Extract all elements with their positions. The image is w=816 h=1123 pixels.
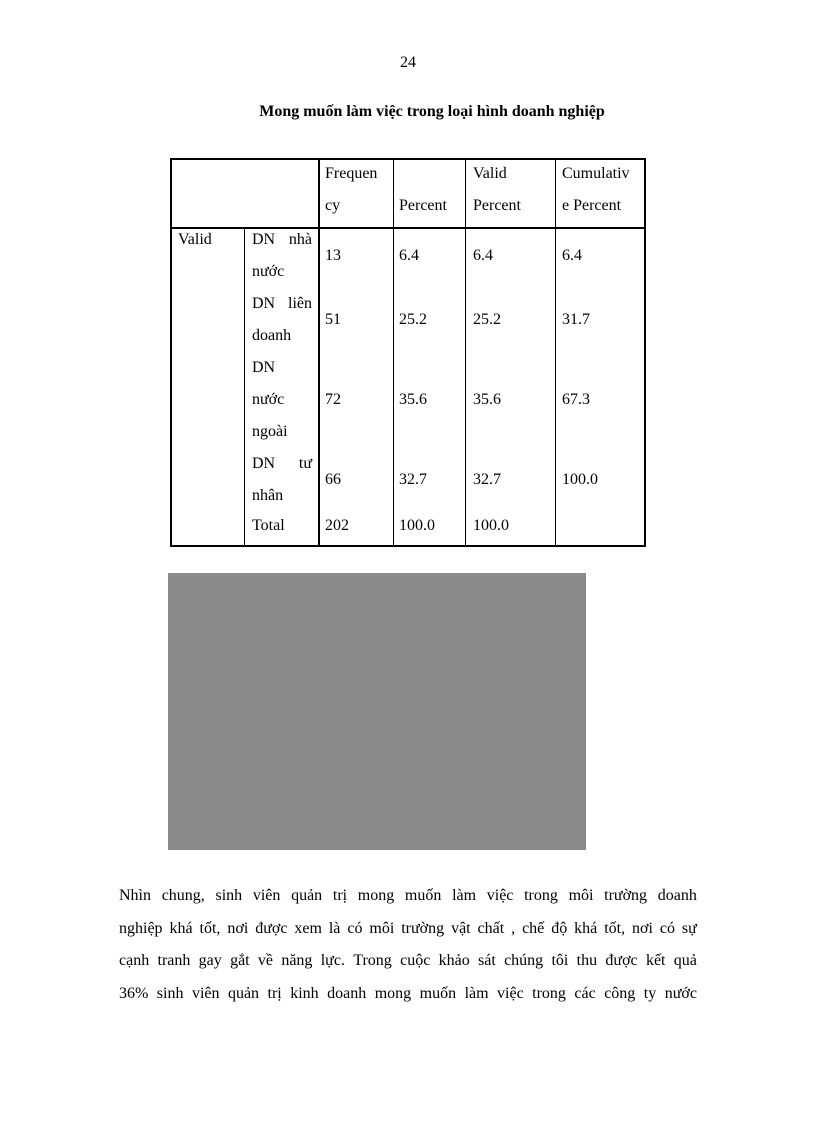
body-word: vật (451, 919, 471, 937)
frequency-table (170, 158, 646, 547)
body-word: gay (198, 952, 222, 969)
header-cumulative-line1: Cumulativ (562, 165, 630, 182)
row-label-line2: nước (252, 391, 285, 408)
body-word: làm (464, 984, 489, 1002)
body-word: môi (568, 887, 594, 904)
body-word: tranh (157, 952, 191, 969)
body-word: được (605, 952, 638, 969)
body-word: việc (497, 984, 524, 1002)
row-frequency: 13 (325, 247, 341, 264)
header-cumulative-line2: e Percent (562, 197, 622, 214)
body-word: chế (522, 919, 545, 937)
body-word: sinh (215, 887, 243, 904)
row-label (252, 224, 312, 256)
body-paragraph (119, 880, 697, 1010)
body-word: làm (452, 887, 477, 904)
row-frequency: 202 (325, 517, 349, 534)
body-word: mong (374, 984, 412, 1002)
body-word: doanh (327, 984, 367, 1002)
header-frequency-line2: cy (325, 197, 341, 214)
header-valid-percent-line1: Valid (473, 165, 507, 182)
body-word: độ (551, 919, 568, 937)
body-word: Nhìn (119, 887, 151, 904)
body-word: năng (281, 952, 313, 969)
row-label-word: tư (298, 455, 312, 472)
body-word: trong (532, 984, 566, 1002)
body-word: kết (645, 952, 666, 969)
body-word: trường (401, 919, 445, 937)
body-word: về (257, 952, 274, 969)
row-valid-percent: 35.6 (473, 391, 501, 408)
row-cumulative-percent: 67.3 (562, 391, 590, 408)
body-word: khá (169, 919, 193, 937)
row-label-line2: nhân (252, 487, 284, 504)
body-word: khá (574, 919, 598, 937)
body-word: viên (252, 887, 281, 904)
body-word: chất (477, 919, 505, 937)
row-label-line2: nước (252, 263, 285, 280)
body-word: các (574, 984, 596, 1002)
body-line (119, 945, 697, 978)
column-divider-valid (555, 160, 556, 545)
row-label-line2: doanh (252, 327, 292, 344)
row-percent: 32.7 (399, 471, 427, 488)
column-divider-frequency (393, 160, 394, 545)
body-word: tôi (551, 952, 569, 969)
body-word: 36% (119, 984, 149, 1002)
body-word: trị (332, 887, 348, 904)
row-percent: 35.6 (399, 391, 427, 408)
body-word: trường (604, 887, 648, 904)
body-word: sự (681, 919, 697, 937)
header-frequency-line1: Frequen (325, 165, 378, 182)
row-label (252, 288, 312, 320)
body-word: chung, (161, 887, 205, 904)
row-label-word: liên (288, 295, 312, 312)
body-word: kinh (290, 984, 319, 1002)
body-word: việc (486, 887, 514, 904)
row-valid-percent: 25.2 (473, 311, 501, 328)
body-word: cạnh (119, 952, 150, 969)
body-word: sinh (156, 984, 184, 1002)
body-word: quản (291, 887, 323, 904)
body-word: tốt, (199, 919, 221, 937)
body-word: khảo (438, 952, 470, 969)
body-word: nơi (632, 919, 653, 937)
page-number: 24 (400, 54, 416, 71)
column-divider-group (244, 227, 245, 545)
column-divider-label (318, 160, 320, 545)
body-word: sát (478, 952, 496, 969)
body-word: chúng (504, 952, 544, 969)
body-line (119, 913, 697, 946)
row-label-word: nhà (288, 231, 312, 248)
body-word: trị (267, 984, 282, 1002)
body-line (119, 880, 697, 913)
row-label-line3: ngoài (252, 423, 288, 440)
body-word: nơi (227, 919, 249, 937)
row-label-total: Total (252, 517, 285, 534)
row-label (252, 448, 312, 480)
body-line (119, 978, 697, 1011)
row-valid-percent: 6.4 (473, 247, 493, 264)
body-word: thu (576, 952, 598, 969)
row-frequency: 66 (325, 471, 341, 488)
row-percent: 25.2 (399, 311, 427, 328)
chart-image-placeholder (168, 573, 586, 850)
row-valid-percent: 100.0 (473, 517, 509, 534)
row-percent: 6.4 (399, 247, 419, 264)
body-word: gắt (230, 952, 250, 969)
body-word: cuộc (400, 952, 431, 969)
row-cumulative-percent: 6.4 (562, 247, 582, 264)
row-valid-percent: 32.7 (473, 471, 501, 488)
row-cumulative-percent: 100.0 (562, 471, 598, 488)
body-word: có (347, 919, 363, 937)
body-word: , (511, 919, 516, 937)
table-title: Mong muốn làm việc trong loại hình doanh nghiệp (259, 103, 605, 120)
body-word: được (255, 919, 288, 937)
body-word: doanh (657, 887, 697, 904)
column-divider-percent (465, 160, 466, 545)
body-word: viên (191, 984, 220, 1002)
row-frequency: 72 (325, 391, 341, 408)
body-word: mong (357, 887, 395, 904)
row-label-word: DN (252, 231, 276, 248)
body-word: quả (673, 952, 697, 969)
body-word: ty (643, 984, 657, 1002)
body-word: môi (369, 919, 395, 937)
row-label-word: DN (252, 295, 276, 312)
header-divider (172, 227, 644, 229)
body-word: là (328, 919, 341, 937)
body-word: công (604, 984, 636, 1002)
row-label-word: DN (252, 455, 276, 472)
header-valid-percent-line2: Percent (473, 197, 521, 214)
header-percent: Percent (399, 197, 447, 214)
group-label-valid: Valid (178, 231, 212, 248)
row-percent: 100.0 (399, 517, 435, 534)
body-word: tốt, (604, 919, 626, 937)
body-word: có (659, 919, 675, 937)
body-word: trong (524, 887, 558, 904)
body-word: nước (664, 984, 697, 1002)
row-frequency: 51 (325, 311, 341, 328)
body-word: muốn (404, 887, 442, 904)
row-label-line1: DN (252, 359, 276, 376)
body-word: nghiệp (119, 919, 163, 937)
body-word: muốn (419, 984, 457, 1002)
row-cumulative-percent: 31.7 (562, 311, 590, 328)
body-word: lực. (320, 952, 345, 969)
body-word: quản (227, 984, 260, 1002)
body-word: Trong (353, 952, 392, 969)
body-word: xem (294, 919, 322, 937)
